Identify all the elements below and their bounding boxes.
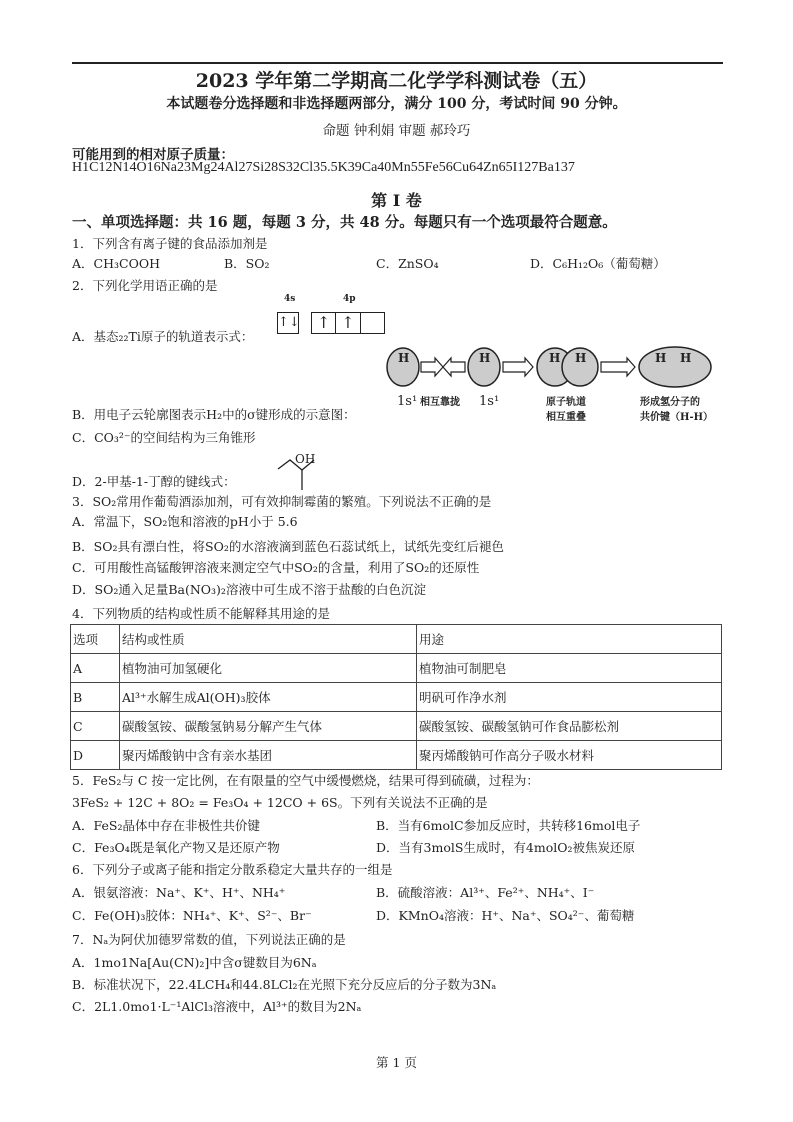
q2-option-c: C．CO₃²⁻的空间结构为三角锥形: [72, 430, 256, 445]
page-number: 第 1 页: [376, 1055, 417, 1070]
bond-label: 共价键（H-H）: [640, 412, 714, 423]
orbital-1s-label: 1s¹: [479, 394, 500, 409]
h-atom-label: H: [575, 351, 587, 365]
table-cell: 聚丙烯酸钠中含有亲水基团: [120, 741, 417, 770]
q3-option-b: B．SO₂具有漂白性，将SO₂的水溶液滴到蓝色石蕊试纸上，试纸先变红后褪色: [72, 539, 504, 554]
volume-title: 第 I 卷: [371, 191, 422, 210]
table-cell: Al³⁺水解生成Al(OH)₃胶体: [120, 683, 417, 712]
table-cell: B: [71, 683, 120, 712]
label-4s: 4s: [284, 294, 296, 304]
q5-option-b: B．当有6molC参加反应时，共转移16mol电子: [376, 818, 641, 833]
q1-option-b: B．SO₂: [224, 256, 270, 271]
overlap-label: 原子轨道: [546, 397, 586, 408]
atomic-masses: H1C12N14O16Na23Mg24Al27Si28S32Cl35.5K39Ca40Mn55Fe56Cu64Zn65I127Ba137: [72, 160, 575, 175]
q1-option-d: D．C₆H₁₂O₆（葡萄糖）: [530, 256, 666, 271]
table-header: 用途: [417, 625, 722, 654]
q5-option-a: A．FeS₂晶体中存在非极性共价键: [72, 818, 260, 833]
q3-option-d: D．SO₂通入足量Ba(NO₃)₂溶液中可生成不溶于盐酸的白色沉淀: [72, 582, 426, 597]
table-header: 选项: [71, 625, 120, 654]
q3-option-c: C．可用酸性高锰酸钾溶液来测定空气中SO₂的含量，利用了SO₂的还原性: [72, 560, 480, 575]
overlap-label: 相互重叠: [546, 412, 586, 423]
section-heading: 一、单项选择题：共 16 题，每题 3 分，共 48 分。每题只有一个选项最符合题意。: [72, 214, 617, 231]
table-header: 结构或性质: [120, 625, 417, 654]
table-cell: 碳酸氢铵、碳酸氢钠可作食品膨松剂: [417, 712, 722, 741]
h-atom-label: H: [655, 351, 667, 365]
h-atom-label: H: [479, 351, 491, 365]
q2-option-b: B．用电子云轮廓图表示H₂中的σ键形成的示意图：: [72, 407, 356, 422]
q1-stem: 1．下列含有离子键的食品添加剂是: [72, 236, 268, 251]
orbital-1s-label: 1s¹: [397, 394, 418, 409]
authors: 命题 钟利娟 审题 郝玲巧: [322, 123, 471, 139]
q3-stem: 3．SO₂常用作葡萄酒添加剂，可有效抑制霉菌的繁殖。下列说法不正确的是: [72, 494, 492, 509]
bond-label: 形成氢分子的: [640, 397, 700, 408]
h-atom-label: H: [549, 351, 561, 365]
label-4p: 4p: [343, 294, 356, 304]
q6-option-d: D．KMnO₄溶液：H⁺、Na⁺、SO₄²⁻、葡萄糖: [376, 908, 635, 923]
table-row: [71, 683, 722, 712]
table-row: [71, 741, 722, 770]
q7-stem: 7．Nₐ为阿伏加德罗常数的值，下列说法正确的是: [72, 932, 346, 947]
q2-option-a: A．基态₂₂Ti原子的轨道表示式：: [72, 329, 254, 344]
q3-option-a: A．常温下，SO₂饱和溶液的pH小于 5.6: [72, 514, 298, 529]
q5-option-d: D．当有3molS生成时，有4molO₂被焦炭还原: [376, 840, 636, 855]
h-atom-label: H: [398, 351, 410, 365]
q6-option-a: A．银氨溶液：Na⁺、K⁺、H⁺、NH₄⁺: [72, 885, 286, 900]
orbital-box-4p: ↑ ↑: [311, 312, 385, 334]
top-rule: [72, 62, 723, 64]
table-cell: A: [71, 654, 120, 683]
q7-option-b: B．标准状况下，22.4LCH₄和44.8LCl₂在光照下充分反应后的分子数为3Nₐ: [72, 977, 497, 992]
table-cell: 植物油可制肥皂: [417, 654, 722, 683]
table-cell: D: [71, 741, 120, 770]
table-cell: 植物油可加氢硬化: [120, 654, 417, 683]
table-cell: 明矾可作净水剂: [417, 683, 722, 712]
orbital-box-4s: ↑↓: [277, 312, 299, 334]
table-cell: C: [71, 712, 120, 741]
table-cell: 碳酸氢铵、碳酸氢钠易分解产生气体: [120, 712, 417, 741]
q5-equation: 3FeS₂ + 12C + 8O₂ = Fe₃O₄ + 12CO + 6S。下列有关说法不正确的是: [72, 795, 488, 810]
oh-label: OH: [295, 452, 316, 466]
q5-option-c: C．Fe₃O₄既是氧化产物又是还原产物: [72, 840, 280, 855]
orbital-diagram: [270, 294, 390, 338]
q6-option-b: B．硫酸溶液：Al³⁺、Fe²⁺、NH₄⁺、I⁻: [376, 885, 595, 900]
q2-option-d: D．2-甲基-1-丁醇的键线式：: [72, 474, 236, 489]
atomic-mass-label: 可能用到的相对原子质量：: [72, 147, 234, 163]
h-atom-label: H: [680, 351, 692, 365]
q4-stem: 4．下列物质的结构或性质不能解释其用途的是: [72, 606, 330, 621]
q7-option-a: A．1mo1Na[Au(CN)₂]中含σ键数目为6Nₐ: [72, 955, 317, 970]
q6-option-c: C．Fe(OH)₃胶体：NH₄⁺、K⁺、S²⁻、Br⁻: [72, 908, 312, 923]
q5-stem: 5．FeS₂与 C 按一定比例，在有限量的空气中缓慢燃烧，结果可得到硫磺，过程为：: [72, 773, 539, 788]
q1-option-a: A．CH₃COOH: [72, 256, 160, 271]
table-row: [71, 712, 722, 741]
q6-stem: 6．下列分子或离子能和指定分散系稳定大量共存的一组是: [72, 862, 393, 877]
table-cell: 聚丙烯酸钠可作高分子吸水材料: [417, 741, 722, 770]
q2-stem: 2．下列化学用语正确的是: [72, 278, 218, 293]
subtitle: 本试题卷分选择题和非选择题两部分，满分 100 分，考试时间 90 分钟。: [166, 96, 627, 112]
q1-option-c: C．ZnSO₄: [376, 256, 439, 271]
table-row: [71, 654, 722, 683]
q4-table: [70, 624, 722, 770]
page-title: 2023 学年第二学期高二化学学科测试卷（五）: [195, 70, 598, 92]
approach-label: 相互靠拢: [420, 397, 460, 408]
q7-option-c: C．2L1.0mo1·L⁻¹AlCl₃溶液中，Al³⁺的数目为2Nₐ: [72, 999, 362, 1014]
table-header-row: [71, 625, 722, 654]
